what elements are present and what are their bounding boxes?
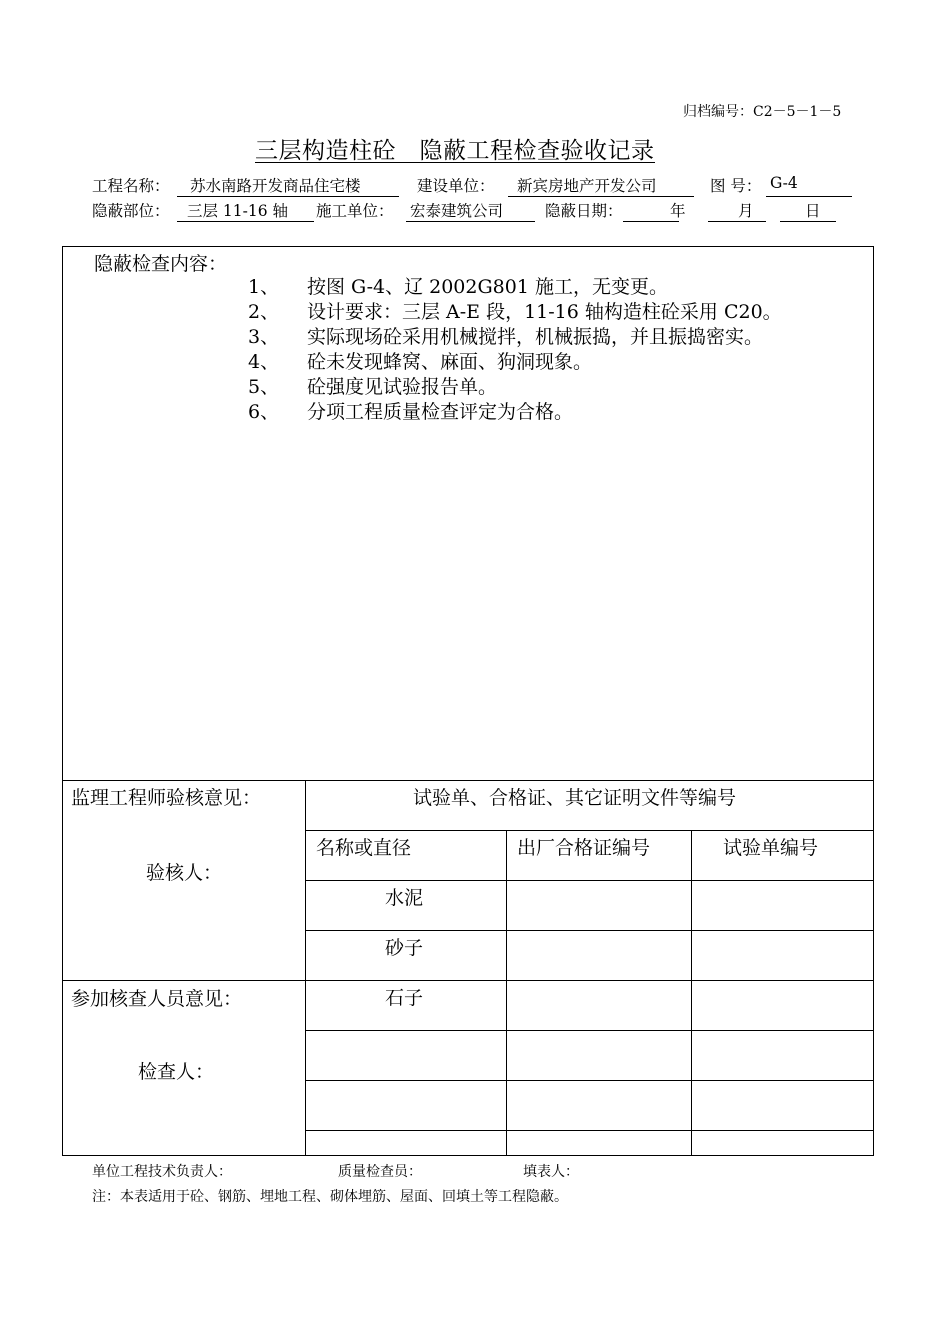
project-value: 苏水南路开发商品住宅楼: [190, 177, 361, 195]
participants-label: 参加核查人员意见：: [71, 988, 243, 1010]
item-text: 按图 G-4、辽 2002G801 施工，无变更。: [307, 276, 668, 298]
border-bottom: [62, 1155, 874, 1156]
item-text: 实际现场砼采用机械搅拌，机械振捣，并且振捣密实。: [307, 326, 764, 348]
content-divider: [62, 780, 874, 781]
item-text: 分项工程质量检查评定为合格。: [307, 401, 574, 423]
item-text: 砼未发现蜂窝、麻面、狗洞现象。: [307, 351, 593, 373]
day-label: 日: [805, 202, 821, 220]
row-divider-1: [305, 880, 874, 881]
part-label: 隐蔽部位：: [92, 202, 170, 220]
part-value: 三层 11-16 轴: [187, 202, 289, 220]
material-sand: 砂子: [385, 937, 424, 959]
docs-header: 试验单、合格证、其它证明文件等编号: [413, 787, 737, 809]
item-num: 1、: [248, 276, 280, 298]
material-stone: 石子: [385, 987, 424, 1009]
project-label: 工程名称：: [92, 177, 170, 195]
row-divider-6: [305, 1130, 874, 1131]
row-divider-3: [62, 980, 874, 981]
drawing-value: G-4: [770, 174, 798, 192]
filler-label: 填表人：: [523, 1164, 579, 1180]
drawing-label: 图 号：: [710, 177, 762, 195]
item-num: 3、: [248, 326, 280, 348]
builder-value: 新宾房地产开发公司: [517, 177, 657, 195]
item-num: 6、: [248, 401, 280, 423]
drawing-underline: [766, 196, 852, 197]
builder-underline: [508, 196, 694, 197]
item-text: 设计要求：三层 A-E 段，11-16 轴构造柱砼采用 C20。: [307, 301, 782, 323]
item-num: 4、: [248, 351, 280, 373]
builder-label: 建设单位：: [417, 177, 495, 195]
border-right: [873, 246, 874, 1156]
month-label: 月: [738, 202, 754, 220]
row-divider-5: [305, 1080, 874, 1081]
archive-number: 归档编号：C2－5－1－5: [683, 104, 842, 120]
inspection-form-table: [62, 246, 874, 1156]
footnote: 注：本表适用于砼、钢筋、埋地工程、砌体埋筋、屋面、回填土等工程隐蔽。: [92, 1189, 568, 1205]
docs-column-cert: 出厂合格证编号: [517, 837, 651, 859]
month-underline: [708, 221, 766, 222]
item-text: 砼强度见试验报告单。: [307, 376, 498, 398]
item-num: 5、: [248, 376, 280, 398]
docs-column-test: 试验单编号: [723, 837, 819, 859]
contractor-label: 施工单位：: [316, 202, 394, 220]
day-underline: [780, 221, 836, 222]
part-underline: [177, 221, 314, 222]
contractor-underline: [406, 221, 535, 222]
col-divider-main: [305, 780, 306, 1156]
year-label: 年: [670, 202, 686, 220]
date-label: 隐蔽日期：: [545, 202, 623, 220]
item-num: 2、: [248, 301, 280, 323]
supervisor-signer: 验核人：: [146, 862, 223, 884]
docs-column-name: 名称或直径: [316, 837, 412, 859]
contractor-value: 宏泰建筑公司: [410, 202, 504, 220]
doc-header-divider: [305, 830, 874, 831]
tech-lead-label: 单位工程技术负责人：: [92, 1164, 232, 1180]
material-cement: 水泥: [385, 887, 424, 909]
supervisor-label: 监理工程师验核意见：: [71, 787, 262, 809]
row-divider-4: [305, 1030, 874, 1031]
border-left: [62, 246, 63, 1156]
page-title: [255, 132, 655, 165]
col-divider-2: [506, 830, 507, 1156]
row-divider-2: [305, 930, 874, 931]
participants-signer: 检查人：: [138, 1061, 215, 1083]
col-divider-3: [691, 830, 692, 1156]
title-text: 三层构造柱砼 隐蔽工程检查验收记录: [255, 138, 655, 164]
year-underline: [623, 221, 679, 222]
inspector-label: 质量检查员：: [338, 1164, 422, 1180]
border-top: [62, 246, 874, 247]
project-underline: [177, 196, 399, 197]
title-underline: [255, 162, 655, 163]
content-label: 隐蔽检查内容：: [94, 253, 228, 275]
